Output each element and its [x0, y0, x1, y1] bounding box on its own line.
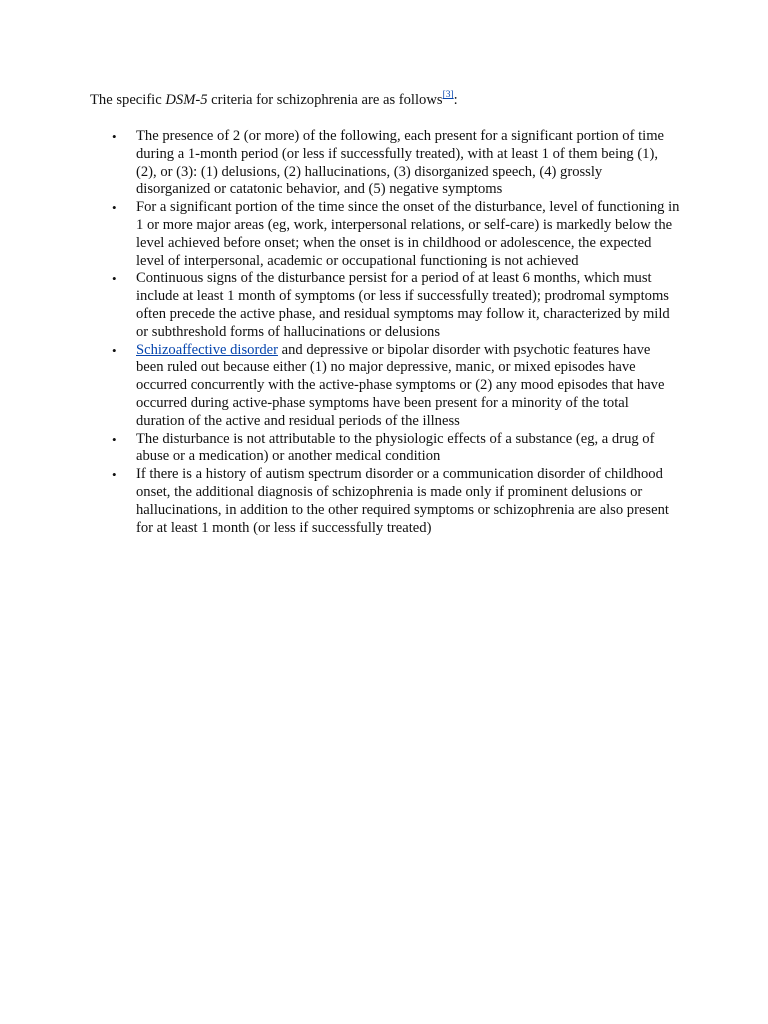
list-item	[112, 270, 680, 341]
list-item	[112, 128, 680, 199]
bullet-icon: •	[112, 467, 117, 483]
reference-superscript	[443, 90, 454, 100]
list-item-text: The disturbance is not attributable to the physiologic effects of a substance (eg, a drug of abuse or a medication) or another medical condition	[136, 430, 655, 465]
intro-suffix: :	[453, 92, 458, 108]
list-item-text: The presence of 2 (or more) of the following, each present for a significant portion of time during a 1-month period (or less if successfully treated), with at least 1 of them being (1), (2), or (3): (1) delusions, (2) hallucinations, (3) disorganized speech, (4) grossly disorganized or catatonic behavior, and (5) negative symptoms	[136, 128, 665, 198]
bullet-icon: •	[112, 200, 117, 216]
list-item	[112, 466, 680, 537]
bullet-icon: •	[112, 342, 117, 358]
intro-middle: criteria for schizophrenia are as follows	[207, 92, 443, 108]
list-item	[112, 199, 680, 270]
reference-link[interactable]: [3]	[442, 90, 454, 101]
list-item-text: and depressive or bipolar disorder with psychotic features have been ruled out because either (1) no major depressive, manic, or mixed episodes have occurred concurrently with the active-phase symptoms or (2) any mood episodes that have occurred during active-phase symptoms have been present for a minority of the total duration of the active and residual periods of the illness	[136, 341, 665, 429]
bullet-icon: •	[112, 431, 117, 447]
list-item	[112, 342, 680, 431]
intro-paragraph	[90, 92, 710, 110]
list-item-text: If there is a history of autism spectrum disorder or a communication disorder of childhood onset, the additional diagnosis of schizophrenia is made only if prominent delusions or hallucinations, in addition to the other required symptoms or schizophrenia are also present for at least 1 month (or less if successfully treated)	[136, 466, 669, 536]
list-item-text: Continuous signs of the disturbance persist for a period of at least 6 months, which must include at least 1 month of symptoms (or less if successfully treated); prodromal symptoms often precede the active phase, and residual symptoms may follow it, characterized by mild or subthreshold forms of hallucinations or delusions	[136, 270, 670, 340]
bullet-icon: •	[112, 129, 117, 144]
bullet-icon: •	[112, 271, 117, 287]
intro-emphasis: DSM-5	[165, 92, 208, 108]
intro-prefix: The specific	[90, 92, 166, 108]
schizoaffective-disorder-link[interactable]: Schizoaffective disorder	[136, 341, 278, 358]
criteria-list	[112, 128, 680, 537]
list-item	[112, 431, 680, 467]
list-item-text: For a significant portion of the time since the onset of the disturbance, level of functioning in 1 or more major areas (eg, work, interpersonal relations, or self-care) is markedly below the level achieved before onset; when the onset is in childhood or adolescence, the expected level of interpersonal, academic or occupational functioning is not achieved	[136, 199, 680, 269]
